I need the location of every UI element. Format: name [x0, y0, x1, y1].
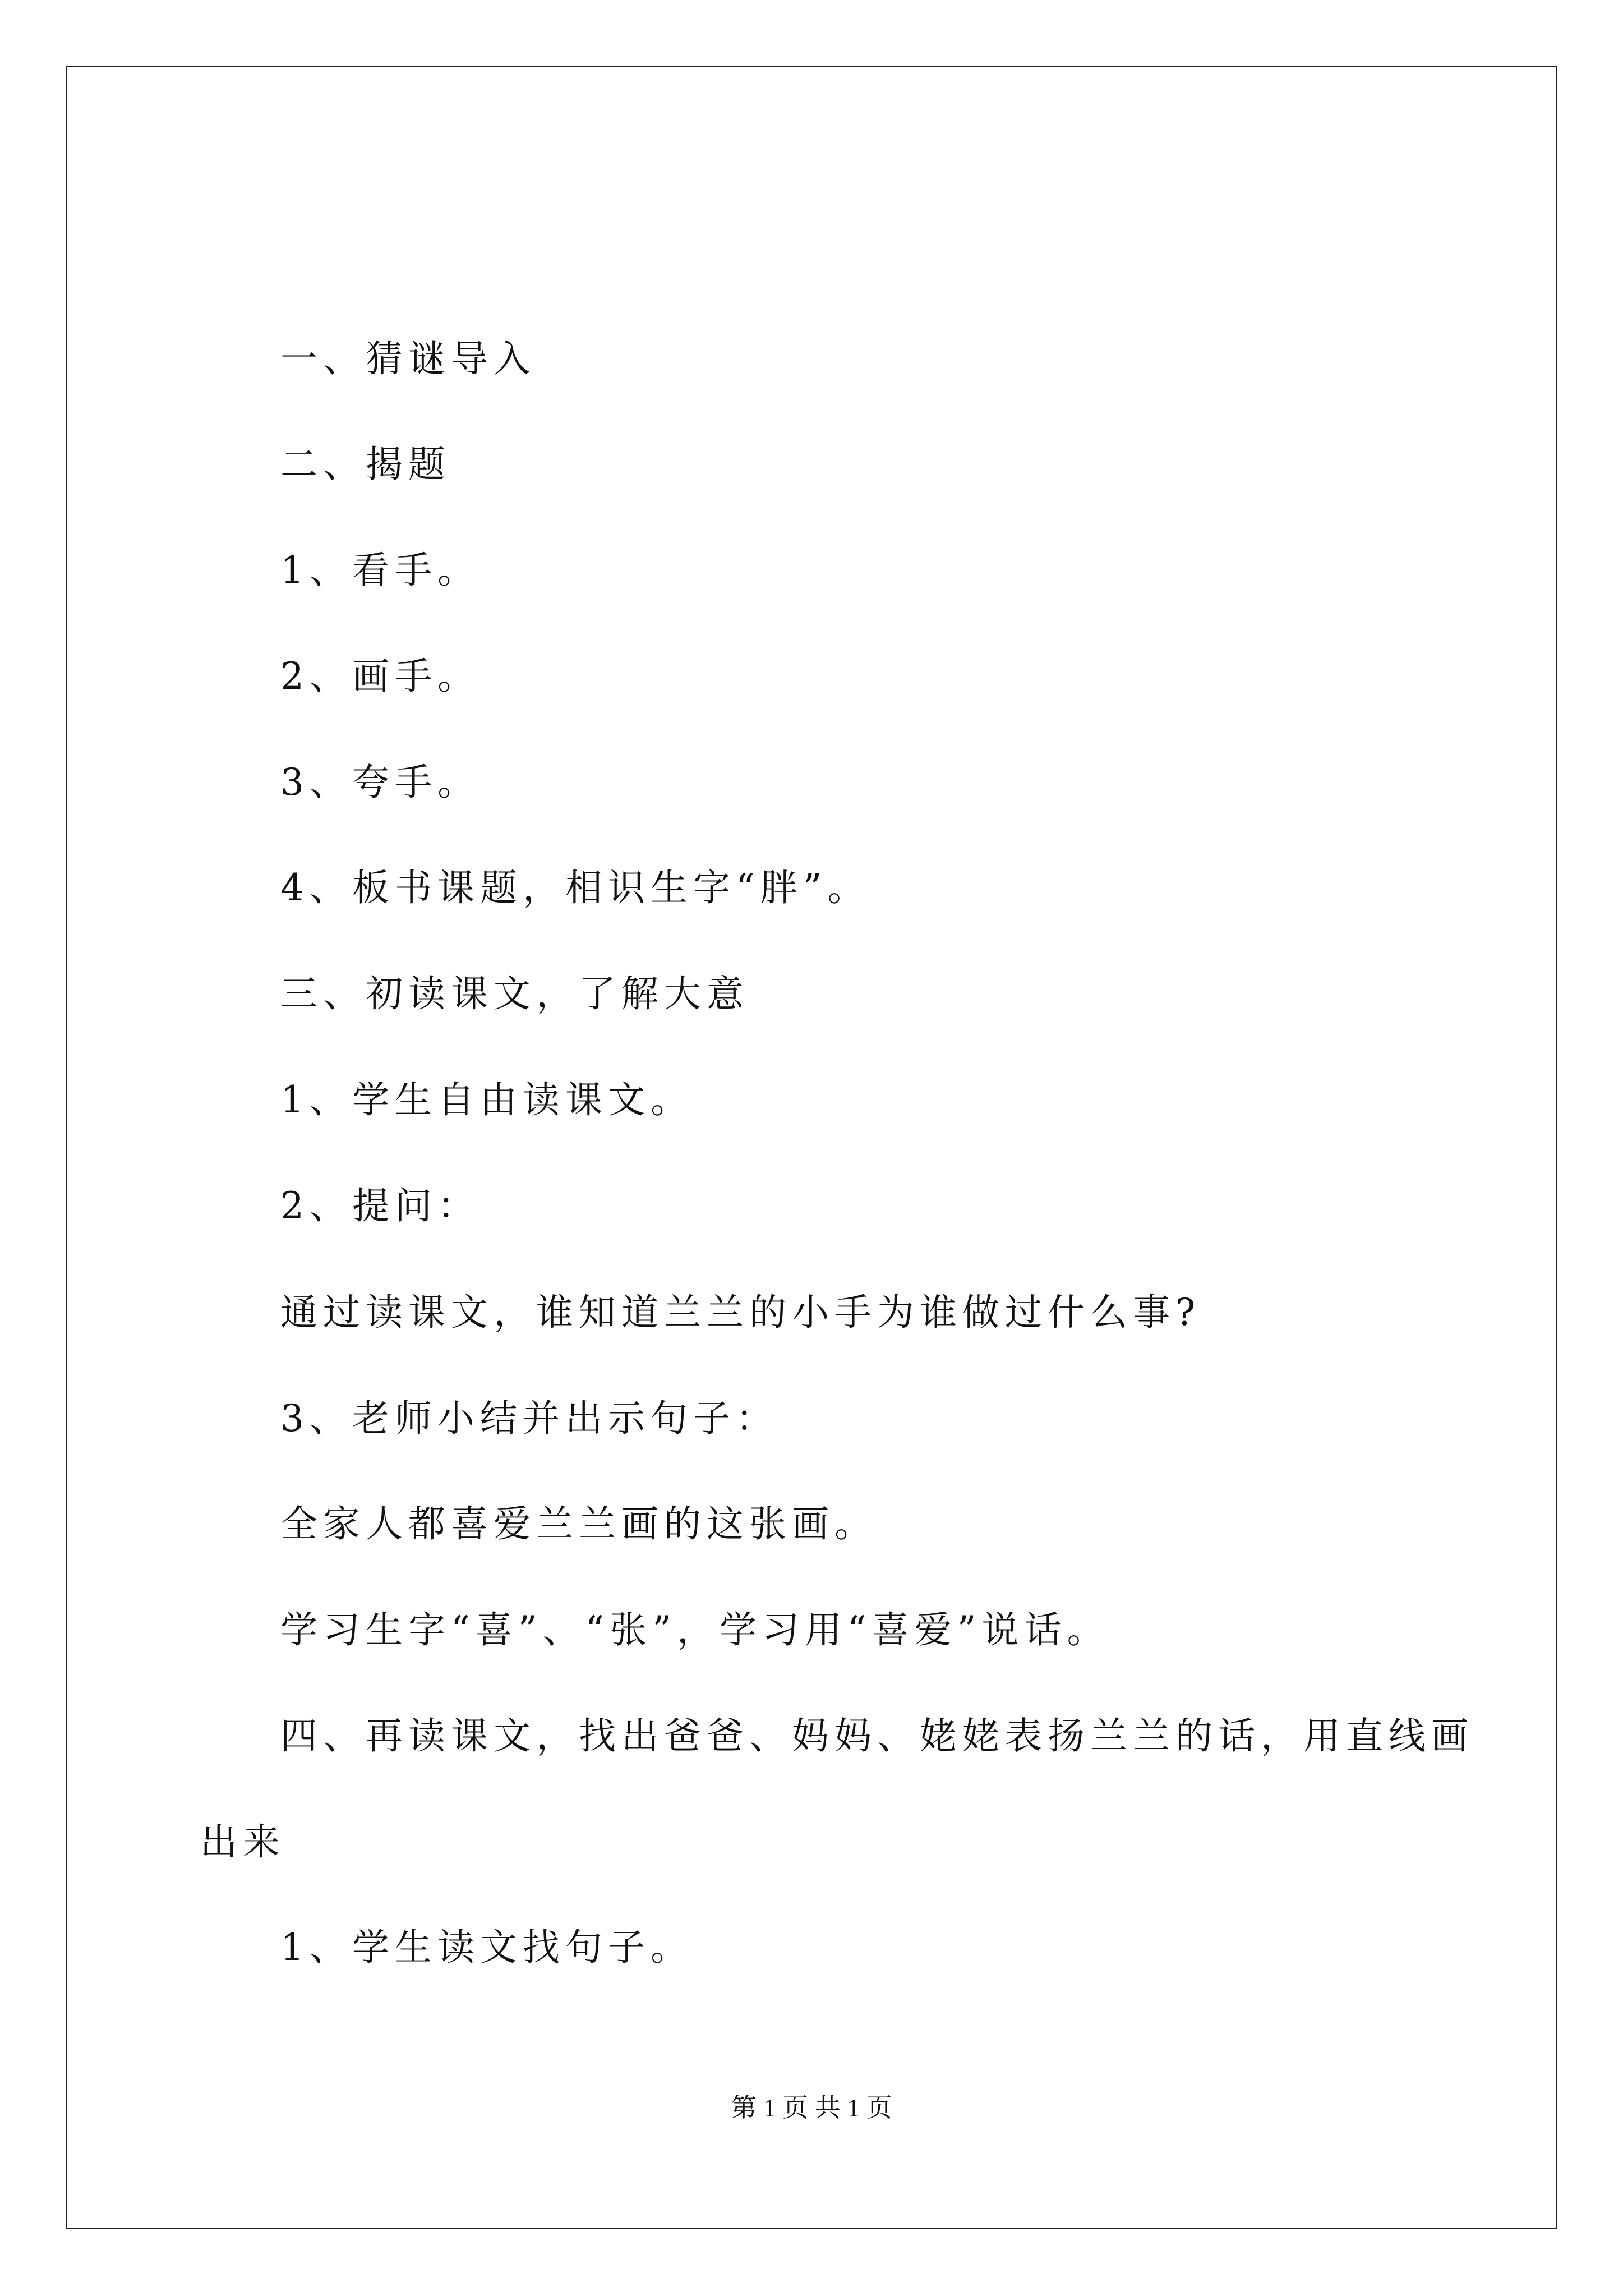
list-item: 4、板书课题，相识生字“胖”。: [280, 866, 870, 909]
list-item: 3、夸手。: [280, 761, 480, 804]
heading-first-read: 三、初读课文，了解大意: [280, 972, 749, 1015]
list-item: 1、学生读文找句子。: [280, 1926, 693, 1969]
list-item: 1、学生自由读课文。: [280, 1078, 693, 1121]
page-footer: 第 1 页 共 1 页: [731, 2093, 892, 2122]
list-item: 1、看手。: [280, 549, 480, 592]
list-item: 3、老师小结并出示句子：: [280, 1397, 778, 1440]
heading-reread-continued: 出来: [200, 1820, 285, 1864]
paragraph: 通过读课文，谁知道兰兰的小手为谁做过什么事?: [280, 1291, 1201, 1334]
heading-guess-riddle: 一、猜谜导入: [280, 337, 536, 380]
list-item: 2、画手。: [280, 655, 480, 698]
heading-reread: 四、再读课文，找出爸爸、妈妈、姥姥表扬兰兰的话，用直线画: [280, 1714, 1474, 1757]
page-border: [66, 66, 1557, 2229]
heading-reveal-title: 二、揭题: [280, 443, 451, 486]
paragraph: 全家人都喜爱兰兰画的这张画。: [280, 1502, 877, 1545]
list-item: 2、提问：: [280, 1184, 480, 1227]
paragraph: 学习生字“喜”、“张”，学习用“喜爱”说话。: [280, 1608, 1110, 1651]
